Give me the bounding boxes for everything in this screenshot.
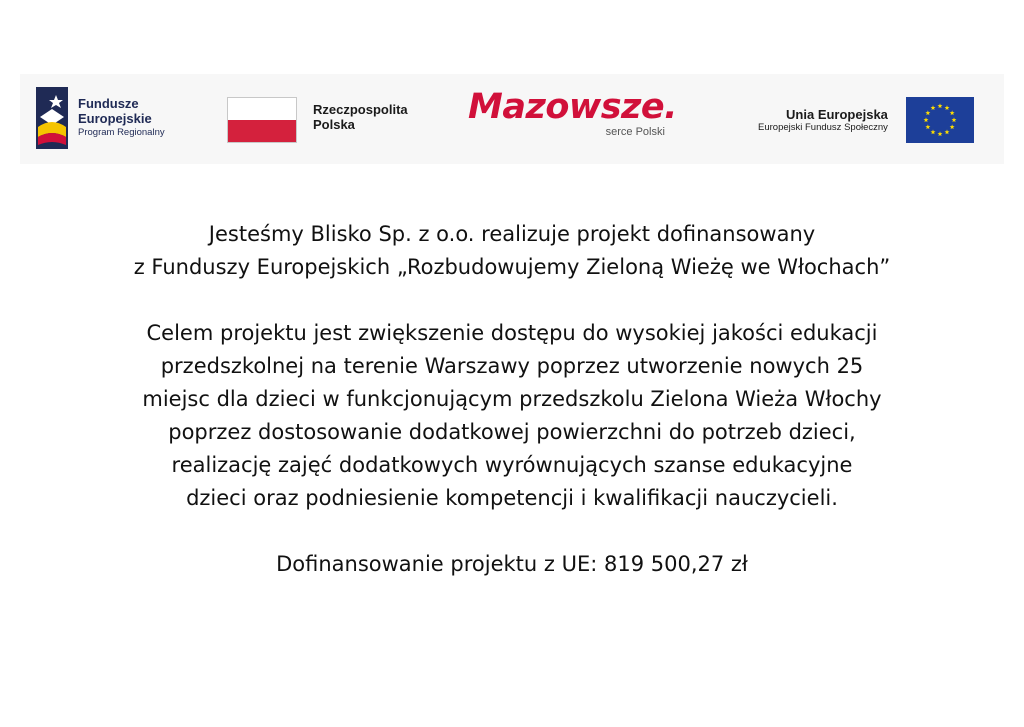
project-info — [20, 218, 1004, 581]
unia-europejska-label: Unia Europejska — [786, 106, 888, 122]
goal-line: miejsc dla dzieci w funkcjonującym przedszkolu Zielona Wieża Włochy — [142, 387, 882, 411]
serce-polski-label: serce Polski — [605, 126, 665, 138]
fundusze-europejskie-mark-icon — [36, 87, 68, 149]
funding-amount: Dofinansowanie projektu z UE: 819 500,27 zł — [276, 552, 748, 576]
goal-line: poprzez dostosowanie dodatkowej powierzchni do potrzeb dzieci, — [168, 420, 856, 444]
unia-europejska-logo — [758, 96, 974, 144]
goal-line: dzieci oraz podniesienie kompetencji i kwalifikacji nauczycieli. — [186, 486, 838, 510]
goal-line: przedszkolnej na terenie Warszawy poprzez utworzenie nowych 25 — [160, 354, 864, 378]
polska-label: Polska — [313, 117, 355, 132]
polish-flag-icon — [227, 97, 297, 143]
eu-flag-icon — [906, 97, 974, 143]
efs-label: Europejski Fundusz Społeczny — [758, 122, 888, 134]
fundusze-europejskie-logo — [36, 86, 165, 150]
europejskie-label: Europejskie — [78, 110, 152, 126]
goal-line: realizację zajęć dodatkowych wyrównujących szanse edukacyjne — [171, 453, 853, 477]
logo-bar — [20, 74, 1004, 164]
mazowsze-logo — [468, 87, 677, 150]
intro-line-2: z Funduszy Europejskich „Rozbudowujemy Zieloną Wieżę we Włochach” — [133, 255, 891, 279]
mazowsze-wordmark: Mazowsze. — [468, 87, 677, 127]
rzeczpospolita-polska-logo — [227, 96, 408, 144]
goal-line: Celem projektu jest zwiększenie dostępu do wysokiej jakości edukacji — [146, 321, 878, 345]
program-regionalny-label: Program Regionalny — [78, 127, 165, 139]
fundusze-label: Fundusze — [78, 95, 139, 111]
rzeczpospolita-label: Rzeczpospolita — [313, 102, 408, 118]
intro-line-1: Jesteśmy Blisko Sp. z o.o. realizuje projekt dofinansowany — [208, 222, 816, 246]
